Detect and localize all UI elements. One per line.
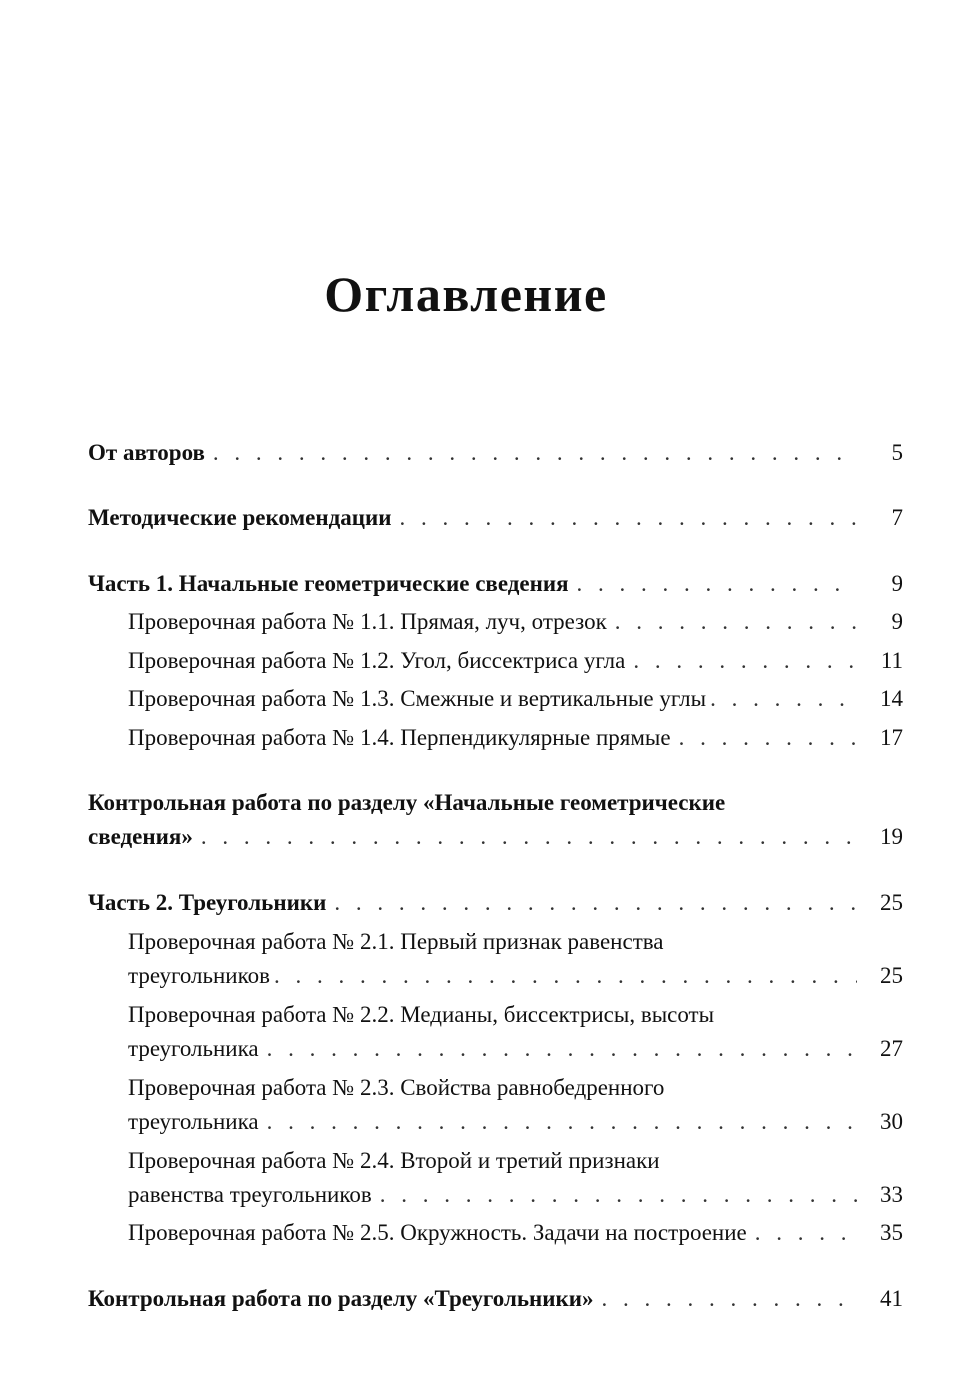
toc-page-number: 41: [880, 1286, 903, 1311]
dot-leader: [679, 723, 857, 753]
toc-entry[interactable]: [128, 1073, 903, 1137]
toc-entry-title: Контрольная работа по разделу «Треугольники»: [88, 1286, 594, 1311]
dot-leader: [602, 1284, 857, 1314]
toc-entry-title: Проверочная работа № 1.1. Прямая, луч, отрезок: [128, 609, 607, 634]
toc-entry-title: Проверочная работа № 1.3. Смежные и вертикальные углы: [128, 686, 707, 711]
dot-leader: [201, 822, 857, 852]
toc-entry-title: Проверочная работа № 1.2. Угол, биссектриса угла: [128, 648, 626, 673]
toc-entry-title: Проверочная работа № 2.1. Первый признак равенства: [128, 929, 664, 954]
toc-entry[interactable]: [128, 1000, 903, 1064]
toc-page-number: 14: [880, 686, 903, 711]
toc-page-number: 9: [891, 609, 903, 634]
dot-leader: [213, 438, 857, 468]
toc-page-number: 25: [880, 890, 903, 915]
toc-entry[interactable]: [88, 438, 903, 468]
toc-entry-title: Проверочная работа № 2.2. Медианы, биссектрисы, высоты: [128, 1002, 715, 1027]
toc-entry-title: От авторов: [88, 440, 205, 465]
toc-entry-title-continued: треугольников: [128, 963, 270, 988]
toc-page-number: 35: [880, 1220, 903, 1245]
toc-entry[interactable]: [128, 723, 903, 753]
toc-page-number: 17: [880, 725, 903, 750]
toc-entry[interactable]: [128, 1218, 903, 1248]
toc-entry[interactable]: [88, 569, 903, 599]
dot-leader: [267, 1034, 857, 1064]
toc-entry[interactable]: [88, 503, 903, 533]
toc-page-number: 11: [880, 648, 903, 673]
toc-page-number: 33: [880, 1182, 903, 1207]
toc-entry[interactable]: [88, 888, 903, 918]
toc-entry-title-continued: равенства треугольников: [128, 1182, 372, 1207]
toc-entry-title: Методические рекомендации: [88, 505, 392, 530]
toc-page-number: 27: [880, 1036, 903, 1061]
dot-leader: [615, 607, 857, 637]
toc-entry[interactable]: [128, 927, 903, 991]
toc-page-number: 5: [891, 440, 903, 465]
toc-entry[interactable]: [128, 1146, 903, 1210]
dot-leader: [380, 1180, 857, 1210]
toc-entry-title: Проверочная работа № 2.5. Окружность. Задачи на построение: [128, 1220, 747, 1245]
toc-entry[interactable]: [128, 646, 903, 676]
dot-leader: [267, 1107, 857, 1137]
toc-page-number: 25: [880, 963, 903, 988]
dot-leader: [710, 684, 857, 714]
toc-entry-title-continued: треугольника: [128, 1109, 259, 1134]
dot-leader: [755, 1218, 857, 1248]
toc-entry-title: Проверочная работа № 2.4. Второй и третий признаки: [128, 1148, 660, 1173]
toc-entry-title-continued: треугольника: [128, 1036, 259, 1061]
toc-page-number: 30: [880, 1109, 903, 1134]
toc-entry-title: Проверочная работа № 2.3. Свойства равнобедренного: [128, 1075, 665, 1100]
toc-page-number: 9: [891, 571, 903, 596]
dot-leader: [400, 503, 858, 533]
toc-entry-title-continued: сведения»: [88, 824, 193, 849]
toc-entry-title: Проверочная работа № 1.4. Перпендикулярные прямые: [128, 725, 671, 750]
dot-leader: [334, 888, 857, 918]
toc-entry-title: Часть 1. Начальные геометрические сведения: [88, 571, 569, 596]
dot-leader: [577, 569, 857, 599]
toc-entry[interactable]: [88, 1284, 903, 1314]
toc-entry-title: Контрольная работа по разделу «Начальные геометрические: [88, 790, 726, 815]
toc-entry[interactable]: [128, 684, 903, 714]
page-title: Оглавление: [324, 266, 608, 322]
toc-entry-title: Часть 2. Треугольники: [88, 890, 327, 915]
dot-leader: [274, 961, 857, 991]
dot-leader: [633, 646, 857, 676]
toc-page-number: 7: [891, 505, 903, 530]
toc-page-number: 19: [880, 824, 903, 849]
toc-entry[interactable]: [128, 607, 903, 637]
toc-entry[interactable]: [88, 788, 903, 852]
